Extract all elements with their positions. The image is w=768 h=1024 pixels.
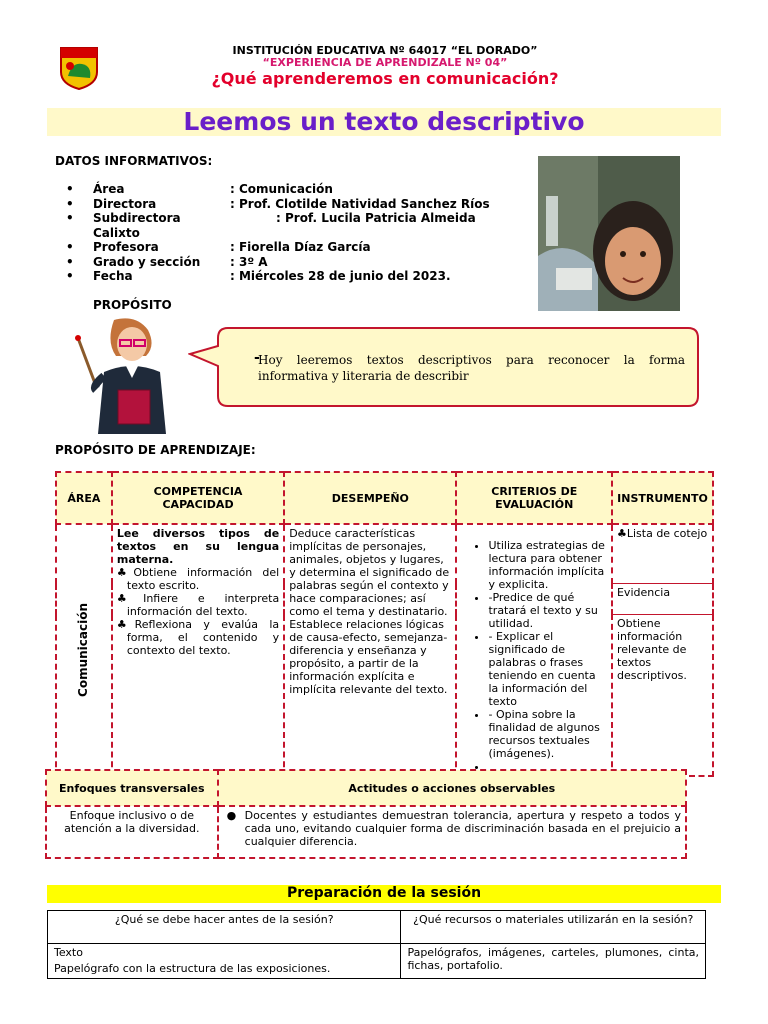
capacidad-item: ♣Obtiene información del texto escrito. [116, 566, 280, 592]
competencia-cell [112, 524, 284, 776]
actitud-text: Docentes y estudiantes demuestran tolerancia, apertura y respeto a todos y cada uno, evitando cualquier forma de discriminación basada en el prejuicio a cualquier diferencia. [244, 809, 681, 848]
enfoques-table [45, 769, 687, 859]
preparacion-title: Preparación de la sesión [286, 885, 482, 901]
proposito-heading: PROPÓSITO [93, 298, 172, 312]
header-instrumento: INSTRUMENTO [612, 472, 713, 524]
school-logo [58, 44, 100, 90]
teacher-illustration [74, 316, 178, 434]
experience-title: “EXPERIENCIA DE APRENDIZALE Nº 04” [262, 56, 508, 69]
bullet-dash: - [254, 350, 260, 366]
evidencia-label: Evidencia [612, 584, 713, 615]
competencia-title: Lee diversos tipos de textos en su lengua materna. [116, 527, 280, 566]
header-desempeno: DESEMPEÑO [284, 472, 456, 524]
header-actitudes: Actitudes o acciones observables [218, 770, 686, 806]
illustration-image [538, 156, 680, 311]
capacidad-item: ♣Reflexiona y evalúa la forma, el contenido y contexto del texto. [116, 618, 280, 657]
criterios-cell [456, 524, 612, 776]
datos-item: • Subdirectora : Prof. Lucila Patricia Almeida Calixto [66, 211, 536, 240]
antes-item: Texto [54, 946, 83, 959]
evidencia-text: Obtiene información relevante de textos descriptivos. [612, 615, 713, 777]
criterio-item: • -Predice de qué tratará el texto y su utilidad. [488, 591, 607, 630]
area-label: Comunicación [76, 603, 91, 697]
page-title: Leemos un texto descriptivo [183, 107, 585, 136]
header-area: ÁREA [56, 472, 112, 524]
recursos-text: Papelógrafos, imágenes, carteles, plumones, cinta, fichas, portafolio. [401, 944, 706, 979]
header-recursos: ¿Qué recursos o materiales utilizarán en la sesión? [401, 911, 706, 944]
preparacion-table [47, 910, 706, 979]
proposito-text: Hoy leeremos textos descriptivos para reconocer la forma informativa y literaria de describir [258, 353, 685, 383]
datos-item: • Fecha : Miércoles 28 de junio del 2023. [66, 269, 536, 284]
datos-heading: DATOS INFORMATIVOS: [55, 154, 213, 168]
area-cell [56, 524, 112, 776]
criterio-item: • Utiliza estrategias de lectura para obtener información implícita y explicita. [488, 539, 607, 591]
aprendizaje-heading: PROPÓSITO DE APRENDIZAJE: [55, 443, 256, 457]
institution-name: INSTITUCIÓN EDUCATIVA Nº 64017 “EL DORADO” [232, 44, 538, 57]
aprendizaje-table [55, 471, 714, 777]
capacidad-item: ♣Infiere e interpreta información del texto. [116, 592, 280, 618]
datos-item: • Área : Comunicación [66, 182, 536, 197]
enfoque-text: Enfoque inclusivo o de atención a la diversidad. [46, 806, 218, 858]
desempeno-cell: Deduce características implícitas de personajes, animales, objetos y lugares, y determina el significado de palabras según el contexto y hace comparaciones; así como el tema y destinatario. Establece relaciones lógicas de causa-efecto, semejanza-diferencia y enseñanza y propósito, a partir de la información explícita e implícita relevante del texto. [284, 524, 456, 776]
header-criterios: CRITERIOS DE EVALUACIÓN [456, 472, 612, 524]
criterio-item: • - Explicar el significado de palabras o frases teniendo en cuenta la información del texto [488, 630, 607, 708]
datos-list [66, 182, 536, 284]
datos-item: • Grado y sección : 3º A [66, 255, 536, 270]
header-antes: ¿Qué se debe hacer antes de la sesión? [48, 911, 401, 944]
instrumento-cell: ♣Lista de cotejo [612, 524, 713, 584]
datos-item: • Directora : Prof. Clotilde Natividad Sanchez Ríos [66, 197, 536, 212]
instrumento-text: Lista de cotejo [626, 527, 708, 540]
session-question: ¿Qué aprenderemos en comunicación? [211, 69, 559, 88]
header-enfoques: Enfoques transversales [46, 770, 218, 806]
antes-item: Papelógrafo con la estructura de las exposiciones. [54, 962, 331, 975]
datos-item: • Profesora : Fiorella Díaz García [66, 240, 536, 255]
header-competencia: COMPETENCIA CAPACIDAD [112, 472, 284, 524]
bullet-icon: ● [226, 809, 237, 822]
criterio-item: • - Opina sobre la finalidad de algunos recursos textuales (imágenes). [488, 708, 607, 760]
actitud-cell [218, 806, 686, 858]
antes-cell [48, 944, 401, 979]
